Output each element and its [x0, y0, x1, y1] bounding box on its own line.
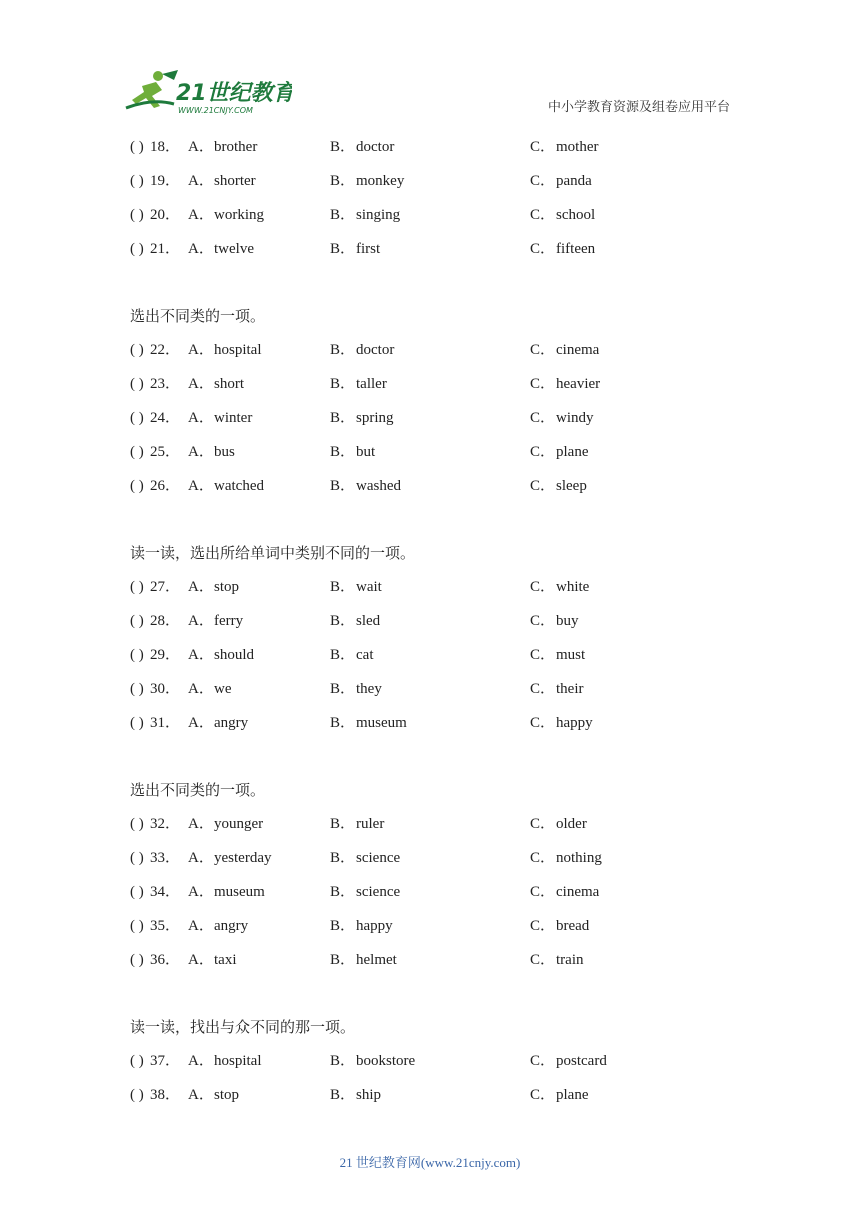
- option-word: mother: [556, 139, 599, 155]
- option-a: [188, 841, 271, 875]
- option-letter: C．: [530, 816, 556, 832]
- option-letter: C．: [530, 884, 556, 900]
- answer-blank[interactable]: ( ): [130, 1053, 144, 1069]
- option-b: [330, 807, 384, 841]
- option-letter: B．: [330, 850, 356, 866]
- option-a: [188, 232, 254, 266]
- option-word: wait: [356, 579, 382, 595]
- option-word: fifteen: [556, 241, 596, 257]
- question-number: 36．: [150, 952, 181, 968]
- option-c: [530, 1078, 588, 1112]
- section-instruction: 选出不同类的一项。: [130, 781, 266, 799]
- option-a: [188, 198, 264, 232]
- option-word: watched: [214, 478, 264, 494]
- option-b: [330, 875, 400, 909]
- option-word: science: [356, 884, 401, 900]
- question-row: [130, 638, 770, 672]
- option-letter: B．: [330, 241, 356, 257]
- option-word: bus: [214, 444, 235, 460]
- answer-blank[interactable]: ( ): [130, 918, 144, 934]
- option-letter: A．: [188, 376, 214, 392]
- option-a: [188, 1078, 239, 1112]
- option-a: [188, 706, 248, 740]
- option-a: [188, 164, 256, 198]
- answer-blank[interactable]: ( ): [130, 884, 144, 900]
- option-word: we: [214, 681, 232, 697]
- option-word: should: [214, 647, 255, 663]
- answer-blank[interactable]: ( ): [130, 342, 144, 358]
- option-a: [188, 943, 237, 977]
- option-b: [330, 570, 382, 604]
- question-number: 35．: [150, 918, 181, 934]
- option-letter: B．: [330, 952, 356, 968]
- option-a: [188, 435, 235, 469]
- question-number: 18．: [150, 139, 181, 155]
- question-row: [130, 367, 770, 401]
- option-a: [188, 638, 254, 672]
- answer-blank[interactable]: ( ): [130, 173, 144, 189]
- option-c: [530, 672, 584, 706]
- option-a: [188, 807, 263, 841]
- option-word: brother: [214, 139, 258, 155]
- question-number: 34．: [150, 884, 181, 900]
- answer-blank[interactable]: ( ): [130, 1087, 144, 1103]
- question-number: 26．: [150, 478, 181, 494]
- option-letter: C．: [530, 579, 556, 595]
- question-row: [130, 1044, 770, 1078]
- question-number: 19．: [150, 173, 181, 189]
- option-letter: C．: [530, 444, 556, 460]
- option-letter: A．: [188, 918, 214, 934]
- question-row: [130, 943, 770, 977]
- option-b: [330, 672, 382, 706]
- answer-blank[interactable]: ( ): [130, 410, 144, 426]
- option-letter: A．: [188, 579, 214, 595]
- question-number: 37．: [150, 1053, 181, 1069]
- question-number: 38．: [150, 1087, 181, 1103]
- question-row: [130, 130, 770, 164]
- question-row: [130, 198, 770, 232]
- option-word: ruler: [356, 816, 385, 832]
- option-letter: B．: [330, 884, 356, 900]
- option-letter: C．: [530, 850, 556, 866]
- option-word: ship: [356, 1087, 382, 1103]
- option-letter: C．: [530, 1087, 556, 1103]
- option-c: [530, 807, 587, 841]
- question-row: [130, 706, 770, 740]
- option-letter: A．: [188, 173, 214, 189]
- option-letter: C．: [530, 478, 556, 494]
- option-letter: C．: [530, 613, 556, 629]
- question-row: [130, 1078, 770, 1112]
- option-letter: A．: [188, 139, 214, 155]
- question-row: [130, 672, 770, 706]
- option-c: [530, 164, 592, 198]
- question-number: 32．: [150, 816, 181, 832]
- option-word: doctor: [356, 139, 395, 155]
- option-word: windy: [556, 410, 594, 426]
- question-number: 24．: [150, 410, 181, 426]
- option-letter: C．: [530, 207, 556, 223]
- option-b: [330, 1078, 381, 1112]
- option-letter: A．: [188, 681, 214, 697]
- option-word: museum: [214, 884, 265, 900]
- question-row: [130, 232, 770, 266]
- question-number: 30．: [150, 681, 181, 697]
- option-word: taller: [356, 376, 387, 392]
- option-word: winter: [214, 410, 253, 426]
- option-c: [530, 943, 584, 977]
- option-b: [330, 638, 373, 672]
- option-letter: C．: [530, 241, 556, 257]
- option-b: [330, 469, 401, 503]
- option-word: older: [556, 816, 587, 832]
- answer-blank[interactable]: ( ): [130, 952, 144, 968]
- option-word: working: [214, 207, 264, 223]
- option-word: helmet: [356, 952, 397, 968]
- option-letter: B．: [330, 579, 356, 595]
- question-row: [130, 604, 770, 638]
- answer-blank[interactable]: ( ): [130, 715, 144, 731]
- option-word: yesterday: [214, 850, 272, 866]
- option-letter: B．: [330, 342, 356, 358]
- option-a: [188, 909, 248, 943]
- question-number: 23．: [150, 376, 181, 392]
- option-c: [530, 604, 579, 638]
- section-instruction: 选出不同类的一项。: [130, 307, 266, 325]
- option-word: bread: [556, 918, 590, 934]
- option-c: [530, 333, 599, 367]
- page-header: [0, 0, 860, 130]
- footer-link[interactable]: 21 世纪教育网(www.21cnjy.com): [339, 1155, 521, 1170]
- answer-blank[interactable]: ( ): [130, 850, 144, 866]
- option-word: shorter: [214, 173, 256, 189]
- question-number: 22．: [150, 342, 181, 358]
- option-b: [330, 401, 394, 435]
- option-b: [330, 367, 387, 401]
- option-c: [530, 638, 585, 672]
- section-gap: [130, 503, 770, 536]
- option-word: postcard: [556, 1053, 607, 1069]
- option-b: [330, 435, 375, 469]
- answer-blank[interactable]: ( ): [130, 681, 144, 697]
- option-letter: C．: [530, 139, 556, 155]
- option-word: hospital: [214, 1053, 262, 1069]
- option-c: [530, 232, 595, 266]
- answer-blank[interactable]: ( ): [130, 444, 144, 460]
- option-word: hospital: [214, 342, 262, 358]
- option-a: [188, 469, 264, 503]
- answer-blank[interactable]: ( ): [130, 647, 144, 663]
- option-word: monkey: [356, 173, 405, 189]
- option-letter: A．: [188, 952, 214, 968]
- option-word: happy: [556, 715, 593, 731]
- answer-blank[interactable]: ( ): [130, 816, 144, 832]
- option-b: [330, 841, 400, 875]
- option-word: first: [356, 241, 381, 257]
- option-b: [330, 1044, 415, 1078]
- option-letter: B．: [330, 613, 356, 629]
- option-c: [530, 875, 599, 909]
- option-b: [330, 333, 394, 367]
- option-letter: B．: [330, 647, 356, 663]
- option-word: school: [556, 207, 596, 223]
- option-c: [530, 570, 589, 604]
- question-row: [130, 401, 770, 435]
- question-row: [130, 841, 770, 875]
- svg-text:WWW.21CNJY.COM: WWW.21CNJY.COM: [178, 106, 253, 115]
- option-b: [330, 198, 400, 232]
- answer-blank[interactable]: ( ): [130, 579, 144, 595]
- option-a: [188, 570, 239, 604]
- option-letter: A．: [188, 342, 214, 358]
- option-word: must: [556, 647, 586, 663]
- answer-blank[interactable]: ( ): [130, 376, 144, 392]
- option-word: train: [556, 952, 584, 968]
- option-b: [330, 943, 397, 977]
- option-word: younger: [214, 816, 264, 832]
- question-number: 28．: [150, 613, 181, 629]
- question-row: [130, 875, 770, 909]
- svg-text:21世纪教育: 21世纪教育: [176, 81, 292, 106]
- question-row: [130, 469, 770, 503]
- option-b: [330, 232, 380, 266]
- option-letter: C．: [530, 952, 556, 968]
- option-letter: A．: [188, 647, 214, 663]
- section-gap: [130, 977, 770, 1010]
- option-a: [188, 401, 252, 435]
- option-letter: A．: [188, 1087, 214, 1103]
- option-word: angry: [214, 715, 249, 731]
- option-c: [530, 367, 600, 401]
- section-gap: [130, 266, 770, 299]
- option-letter: C．: [530, 173, 556, 189]
- option-letter: B．: [330, 376, 356, 392]
- option-letter: A．: [188, 715, 214, 731]
- option-a: [188, 875, 265, 909]
- question-number: 25．: [150, 444, 181, 460]
- option-b: [330, 130, 394, 164]
- option-word: heavier: [556, 376, 601, 392]
- question-number: 29．: [150, 647, 181, 663]
- option-b: [330, 909, 393, 943]
- option-letter: A．: [188, 478, 214, 494]
- option-word: ferry: [214, 613, 244, 629]
- option-word: plane: [556, 1087, 589, 1103]
- question-number: 20．: [150, 207, 181, 223]
- answer-blank[interactable]: ( ): [130, 613, 144, 629]
- option-word: science: [356, 850, 401, 866]
- option-word: bookstore: [356, 1053, 416, 1069]
- option-a: [188, 1044, 262, 1078]
- option-word: cat: [356, 647, 374, 663]
- runner-logo-icon: [122, 68, 292, 118]
- option-c: [530, 909, 589, 943]
- option-letter: A．: [188, 207, 214, 223]
- option-word: stop: [214, 579, 240, 595]
- option-c: [530, 706, 593, 740]
- option-a: [188, 604, 243, 638]
- option-word: doctor: [356, 342, 395, 358]
- option-letter: B．: [330, 444, 356, 460]
- option-word: sleep: [556, 478, 587, 494]
- option-word: stop: [214, 1087, 240, 1103]
- option-letter: A．: [188, 241, 214, 257]
- platform-tagline: 中小学教育资源及组卷应用平台: [547, 100, 730, 115]
- option-letter: A．: [188, 850, 214, 866]
- option-letter: C．: [530, 918, 556, 934]
- option-letter: B．: [330, 139, 356, 155]
- option-letter: C．: [530, 376, 556, 392]
- option-word: museum: [356, 715, 407, 731]
- option-a: [188, 130, 257, 164]
- option-c: [530, 198, 595, 232]
- section-instruction: 读一读，找出与众不同的那一项。: [130, 1018, 356, 1036]
- question-number: 31．: [150, 715, 181, 731]
- option-word: twelve: [214, 241, 254, 257]
- option-letter: B．: [330, 816, 356, 832]
- answer-blank[interactable]: ( ): [130, 241, 144, 257]
- option-a: [188, 333, 262, 367]
- section-gap: [130, 740, 770, 773]
- option-word: their: [556, 681, 584, 697]
- option-word: cinema: [556, 342, 600, 358]
- question-number: 33．: [150, 850, 181, 866]
- option-c: [530, 841, 602, 875]
- option-word: nothing: [556, 850, 602, 866]
- option-letter: B．: [330, 1053, 356, 1069]
- option-word: but: [356, 444, 376, 460]
- option-word: happy: [356, 918, 393, 934]
- option-word: short: [214, 376, 244, 392]
- option-a: [188, 672, 232, 706]
- option-word: panda: [556, 173, 592, 189]
- option-letter: A．: [188, 816, 214, 832]
- option-word: sled: [356, 613, 381, 629]
- answer-blank[interactable]: ( ): [130, 478, 144, 494]
- question-row: [130, 164, 770, 198]
- option-word: buy: [556, 613, 579, 629]
- option-letter: A．: [188, 884, 214, 900]
- option-letter: A．: [188, 410, 214, 426]
- section-instruction: 读一读，选出所给单词中类别不同的一项。: [130, 544, 416, 562]
- question-number: 27．: [150, 579, 181, 595]
- option-c: [530, 401, 594, 435]
- option-letter: C．: [530, 681, 556, 697]
- option-b: [330, 164, 404, 198]
- option-letter: A．: [188, 444, 214, 460]
- option-word: spring: [356, 410, 394, 426]
- option-letter: C．: [530, 410, 556, 426]
- site-logo[interactable]: [122, 68, 292, 118]
- option-c: [530, 469, 587, 503]
- question-row: [130, 909, 770, 943]
- option-letter: B．: [330, 1087, 356, 1103]
- option-letter: A．: [188, 1053, 214, 1069]
- exercise-content: [130, 130, 770, 1112]
- option-word: washed: [356, 478, 401, 494]
- option-letter: B．: [330, 918, 356, 934]
- option-word: plane: [556, 444, 589, 460]
- option-letter: C．: [530, 715, 556, 731]
- option-letter: B．: [330, 681, 356, 697]
- option-b: [330, 706, 407, 740]
- option-b: [330, 604, 380, 638]
- option-letter: C．: [530, 342, 556, 358]
- option-c: [530, 130, 599, 164]
- option-letter: C．: [530, 647, 556, 663]
- option-word: singing: [356, 207, 401, 223]
- option-letter: B．: [330, 410, 356, 426]
- option-letter: B．: [330, 207, 356, 223]
- option-letter: A．: [188, 613, 214, 629]
- option-c: [530, 435, 588, 469]
- option-word: angry: [214, 918, 249, 934]
- question-row: [130, 333, 770, 367]
- option-letter: C．: [530, 1053, 556, 1069]
- option-letter: B．: [330, 173, 356, 189]
- option-word: white: [556, 579, 590, 595]
- answer-blank[interactable]: ( ): [130, 207, 144, 223]
- question-row: [130, 807, 770, 841]
- option-word: cinema: [556, 884, 600, 900]
- question-row: [130, 435, 770, 469]
- option-c: [530, 1044, 607, 1078]
- question-number: 21．: [150, 241, 181, 257]
- option-letter: B．: [330, 478, 356, 494]
- option-a: [188, 367, 244, 401]
- option-word: taxi: [214, 952, 237, 968]
- answer-blank[interactable]: ( ): [130, 139, 144, 155]
- option-word: they: [356, 681, 382, 697]
- question-row: [130, 570, 770, 604]
- option-letter: B．: [330, 715, 356, 731]
